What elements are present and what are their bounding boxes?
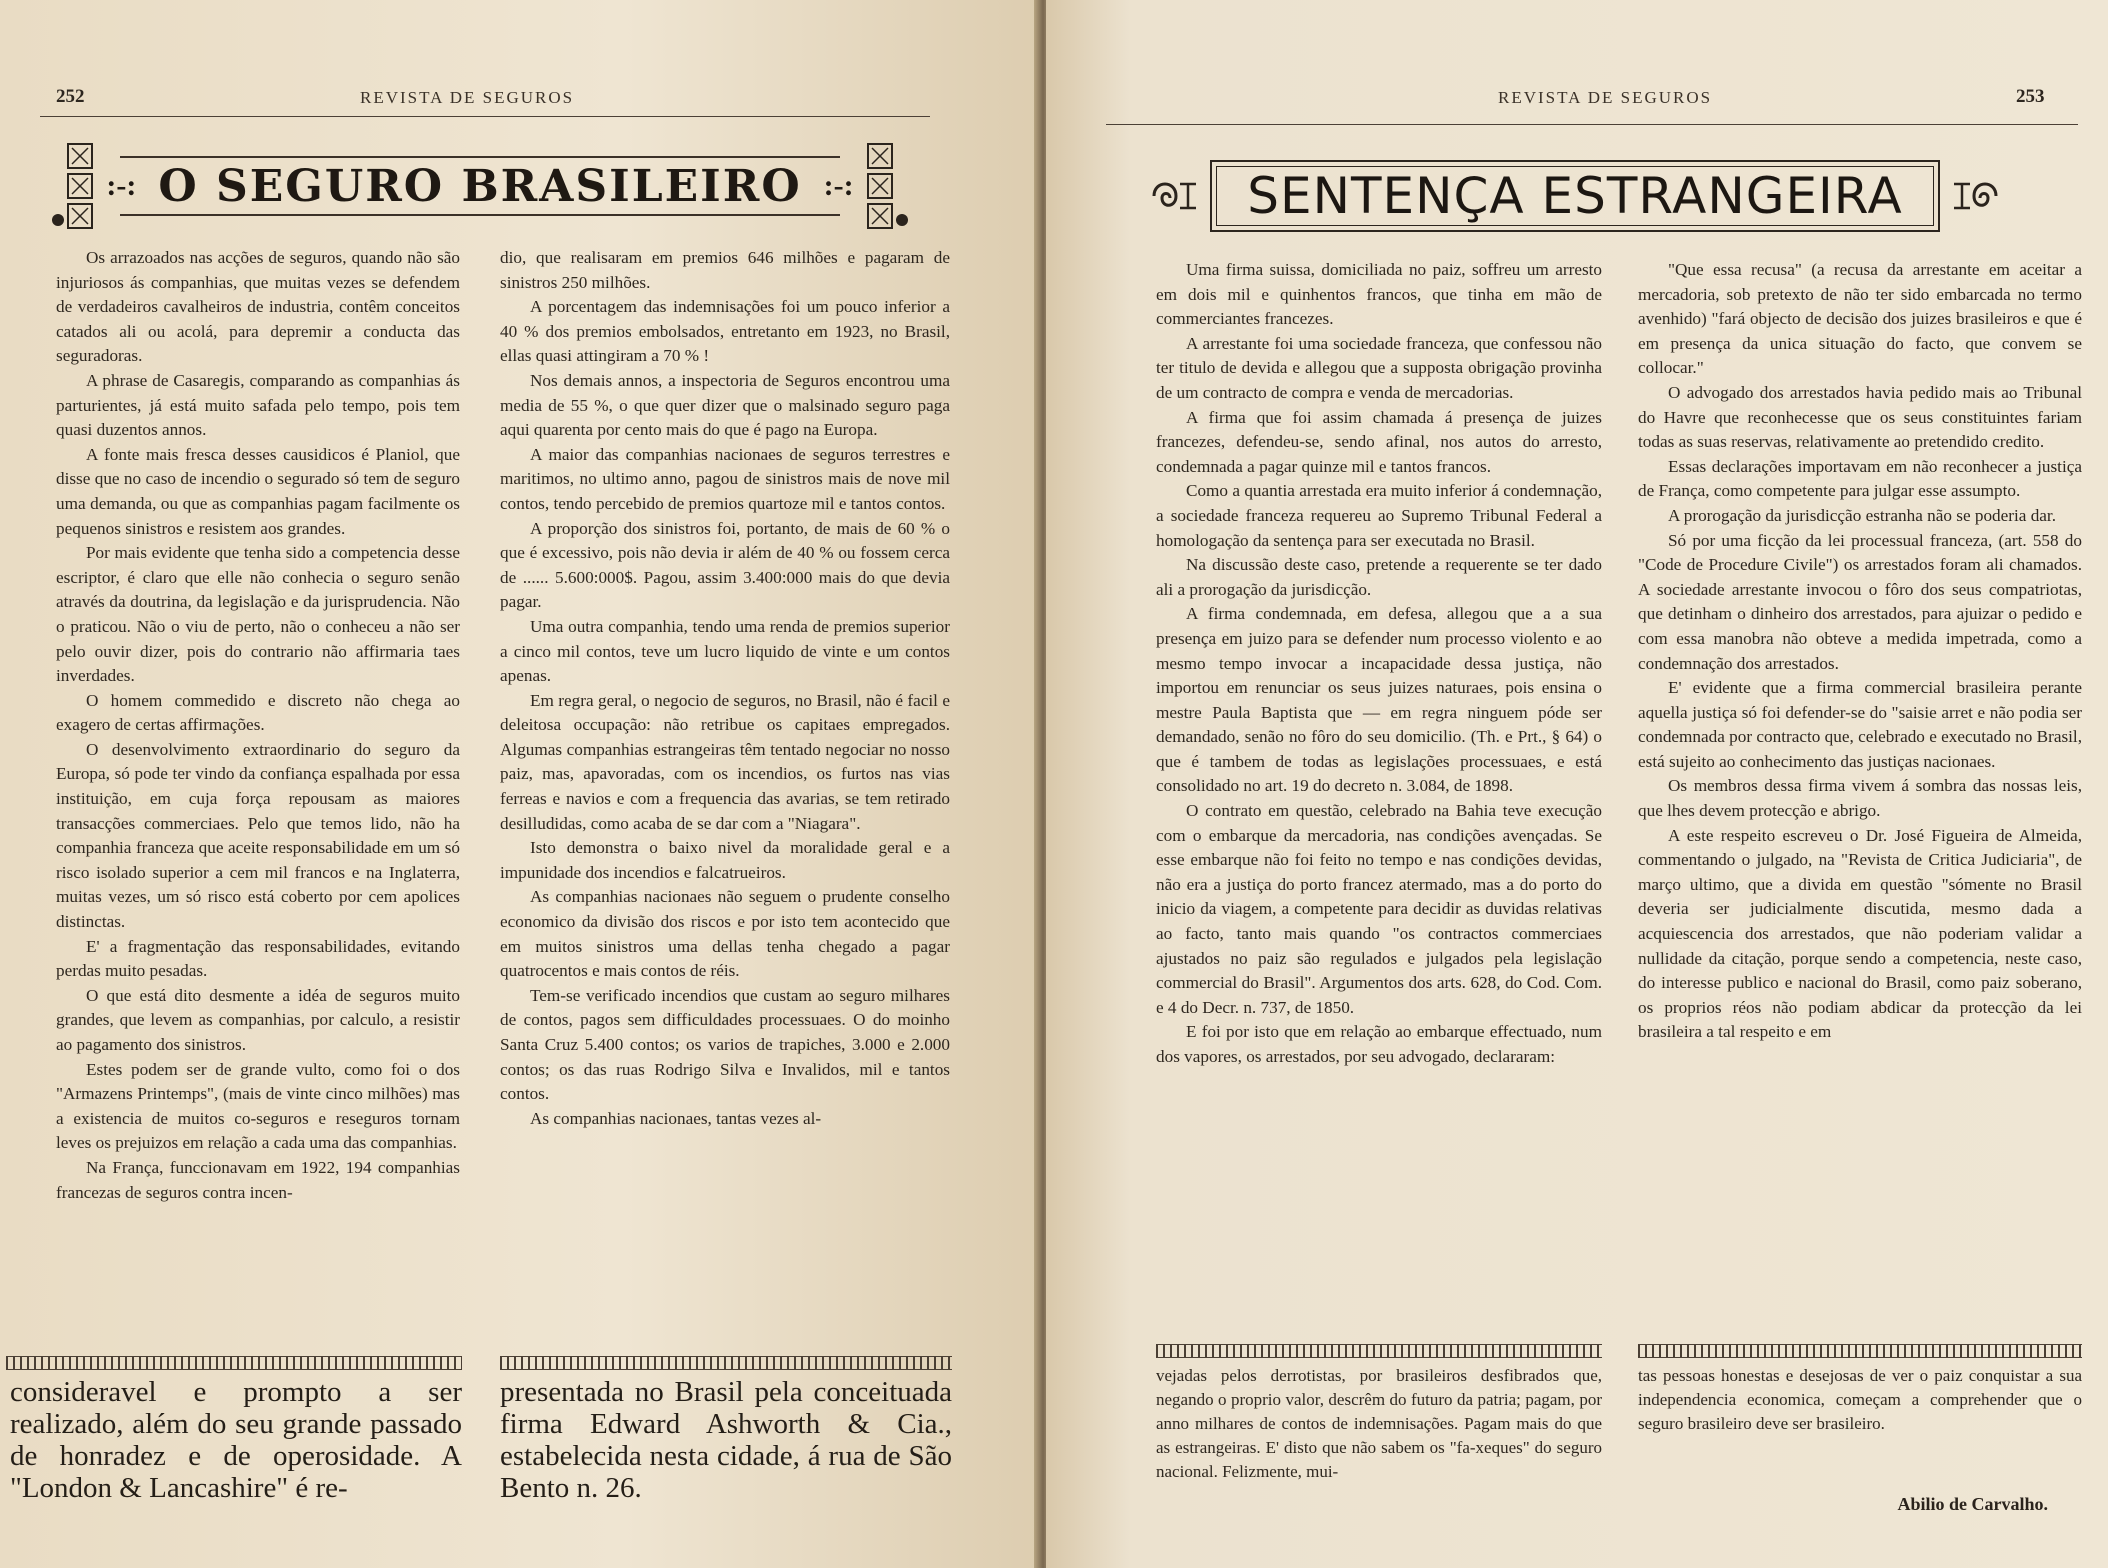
paragraph: A arrestante foi uma sociedade franceza, que confessou não ter titulo de devida e allegou que a supposta obrigação provinha de um contracto de compra e venda de mercadorias.	[1156, 333, 1602, 402]
quotation: "Que essa recusa" (a recusa da arrestante em aceitar a mercadoria, sob pretexto de não ter sido embarcada no termo avenhido) "fará objecto de decisão dos juizes brasileiros e que é em presença da unica situação do facto, que convem se collocar."	[1638, 260, 2082, 378]
paragraph: Na França, funccionavam em 1922, 194 companhias francezas de seguros contra incen-	[56, 1157, 460, 1202]
paragraph: O que está dito desmente a idéa de seguros muito grandes, que levem as companhias, por calculo, a resistir ao pagamento dos sinistros.	[56, 985, 460, 1054]
title-mark: :-:	[823, 169, 854, 202]
paragraph: E' a fragmentação das responsabilidades, evitando perdas muito pesadas.	[56, 936, 460, 981]
header-rule	[40, 116, 930, 117]
paragraph: dio, que realisaram em premios 646 milhões e pagaram de sinistros 250 milhões.	[500, 248, 950, 292]
paragraph: Estes podem ser de grande vulto, como foi o dos "Armazens Printemps", (mais de vinte cinco milhões) mas a existencia de muitos co-seguros e reseguros tornam leves os prejuizos em relação a cada uma das companhias.	[56, 1059, 460, 1153]
article-column-1	[56, 246, 460, 1205]
paragraph: A prorogação da jurisdicção estranha não se poderia dar.	[1668, 505, 2056, 525]
advertisement-column-2	[500, 1376, 952, 1504]
paragraph: Na discussão deste caso, pretende a requerente se ter dado ali a prorogação da jurisdicção.	[1156, 555, 1602, 599]
article-title: O SEGURO BRASILEIRO	[158, 160, 802, 212]
paragraph: O homem commedido e discreto não chega ao exagero de certas affirmações.	[56, 690, 460, 735]
paragraph: Uma firma suissa, domiciliada no paiz, soffreu um arresto em dois mil e quinhentos francos, que tinha em mão de commerciantes francezes.	[1156, 260, 1602, 329]
article-title: SENTENÇA ESTRANGEIRA	[1247, 167, 1903, 225]
scroll-ornament-icon	[1150, 170, 1200, 222]
paragraph: As companhias nacionaes não seguem o prudente conselho economico da divisão dos riscos e por isto tem acontecido que em muitos sinistros uma dellas tenha chegado a pagar quatrocentos e mais contos de réis.	[500, 887, 950, 981]
header-rule	[1106, 124, 2078, 125]
article-title-banner	[1150, 156, 2000, 236]
paragraph: O advogado dos arrestados havia pedido mais ao Tribunal do Havre que reconhecesse que os seus constituintes fariam todas as suas reservas, relativamente ao pretendido credito.	[1638, 382, 2082, 452]
article-column-2	[1638, 258, 2082, 1045]
ornament-icon	[50, 140, 110, 232]
article-title-banner	[40, 140, 920, 232]
title-mark: :-:	[106, 169, 137, 202]
paragraph: A maior das companhias nacionaes de seguros terrestres e maritimos, no ultimo anno, pagou de sinistros mais de nove mil contos, tendo percebido de premios quartoze mil e tantos contos.	[500, 444, 950, 513]
running-head: REVISTA DE SEGUROS	[1498, 88, 1713, 107]
paragraph: A firma condemnada, em defesa, allegou que a a sua presença em juizo para se defender num processo violento e ao mesmo tempo invocar a incapacidade dessa justiça, não importou em renunciar os seus juizes naturaes, pois ensina o mestre Paula Baptista que — em regra ninguem póde ser demandado, senão no fôro do seu domicilio. (Th. e Prt., § 64) o que é tambem de todas as legislações processuaes, e está consolidado no art. 19 do decreto n. 3.084, de 1898.	[1156, 604, 1602, 796]
right-page	[1046, 0, 2108, 1568]
paragraph: A firma que foi assim chamada á presença de juizes francezes, defendeu-se, sendo afinal, nos autos do arresto, condemnada a pagar quinze mil e tantos francos.	[1156, 407, 1602, 476]
page-number: 252	[56, 86, 85, 107]
divider-rule	[6, 1356, 462, 1370]
paragraph: A fonte mais fresca desses causidicos é Planiol, que disse que no caso de incendio o segurado só tem de seguro uma demanda, ou que as companhias pagam facilmente os pequenos sinistros e resistem aos grandes.	[56, 444, 460, 538]
paragraph: A este respeito escreveu o Dr. José Figueira de Almeida, commentando o julgado, na "Revista de Critica Judiciaria", de março ultimo, que a divida em questão "sómente no Brasil deveria ser judicialmente discutida, mesmo dada a acquiescencia dos arrestados, que não poderiam validar a nullidade da citação, porque sendo a competencia, neste caso, do interesse publico e nacional do Brasil, como paiz soberano, os proprios réos não podiam abdicar da protecção da lei brasileira a tal respeito e em	[1638, 825, 2082, 1042]
paragraph: A phrase de Casaregis, comparando as companhias ás parturientes, já está muito safada pelo tempo, pois tem quasi duzentos annos.	[56, 370, 460, 440]
paragraph: A proporção dos sinistros foi, portanto, de mais de 60 % o que é excessivo, pois não devia ir além de 40 % ou fossem cerca de ...... 5.600:000$. Pagou, assim 3.400:000 mais do que devia pagar.	[500, 518, 950, 612]
paragraph: Os arrazoados nas acções de seguros, quando não são injuriosos ás companhias, que muitas vezes se defendem de verdadeiros cavalheiros de industria, contêm conceitos catados ali ou acolá, para depremir a conducta das seguradoras.	[56, 248, 460, 366]
paragraph: Essas declarações importavam em não reconhecer a justiça de França, como competente para julgar esse assumpto.	[1638, 456, 2082, 501]
divider-rule	[1638, 1344, 2082, 1358]
left-page	[0, 0, 1040, 1568]
paragraph: Em regra geral, o negocio de seguros, no Brasil, não é facil e deleitosa occupação: não retribue os capitaes empregados. Algumas companhias estrangeiras têm tentado negociar no nosso paiz, mas, apavoradas, com os incendios, os furtos nas vias ferreas e navios e com a frequencia das avarias, se tem retirado desilludidas, como acaba de se dar com a "Niagara".	[500, 690, 950, 833]
title-rule	[120, 214, 840, 216]
footer-column-2	[1638, 1364, 2082, 1436]
paragraph: O desenvolvimento extraordinario do seguro da Europa, só pode ter vindo da confiança espalhada por essa instituição, em cuja força repousam as maiores transacções commerciaes. Pelo que temos lido, não ha companhia franceza que aceite responsabilidade em um só risco isolado superior a cem mil francos e na Inglaterra, muitas vezes, um só risco está coberto por cem apolices distinctas.	[56, 739, 460, 932]
paragraph: Como a quantia arrestada era muito inferior á condemnação, a sociedade franceza requereu ao Supremo Tribunal Federal a homologação da sentença para ser executada no Brasil.	[1156, 481, 1602, 550]
paragraph: Uma outra companhia, tendo uma renda de premios superior a cinco mil contos, teve um lucro liquido de vinte e um contos apenas.	[500, 616, 950, 686]
scroll-ornament-icon	[1950, 170, 2000, 222]
advertisement-text: presentada no Brasil pela conceituada firma Edward Ashworth & Cia., estabelecida nesta cidade, á rua de São Bento n. 26.	[500, 1376, 952, 1504]
paragraph: E' evidente que a firma commercial brasileira perante aquella justiça só foi defender-se do "saisie arret e não podia ser condemnada por contracto que, celebrado e executado no Brasil, está sujeito ao conhecimento das justiças nacionaes.	[1638, 678, 2082, 771]
paragraph: O contrato em questão, celebrado na Bahia teve execução com o embarque da mercadoria, nas condições avençadas. Se esse embarque não foi feito no tempo e nas condições devidas, não era a justiça do porto francez atermado, mas a do porto do inicio da viagem, a competente para decidir as duvidas relativas ao facto, tanto mais quando "os contractos commerciaes ajustados no paiz são regulados e julgados pela legislação commercial do Brasil". Argumentos dos arts. 628, do Cod. Com. e 4 do Decr. n. 737, de 1850.	[1156, 801, 1602, 1017]
author-signature: Abilio de Carvalho.	[1897, 1494, 2048, 1514]
paragraph: Os membros dessa firma vivem á sombra das nossas leis, que lhes devem protecção e abrigo.	[1638, 776, 2082, 821]
advertisement-column-1	[10, 1376, 462, 1504]
paragraph: E foi por isto que em relação ao embarque effectuado, num dos vapores, os arrestados, por seu advogado, declararam:	[1156, 1022, 1602, 1066]
paragraph: Por mais evidente que tenha sido a competencia desse escriptor, é claro que elle não conhecia o seguro senão através da doutrina, da legislação e da jurisprudencia. Não o praticou. Não o viu de perto, não o conheceu a não ser pelo ouvir dizer, pois do contrario não affirmaria taes inverdades.	[56, 543, 460, 686]
paragraph: vejadas pelos derrotistas, por brasileiros desfibrados que, negando o proprio valor, descrêm do futuro da patria; pagam, por anno milhares de contos de indemnisações. Pagam mais do que as estrangeiras. E' disto que não sabem os "fa-xeques" do seguro nacional. Felizmente, mui-	[1156, 1366, 1602, 1481]
title-rule	[120, 156, 840, 158]
divider-rule	[1156, 1344, 1602, 1358]
paragraph: Só por uma ficção da lei processual franceza, (art. 558 do "Code de Procedure Civile") os arrestados foram ali chamados. A sociedade arrestante invocou o fôro dos seus compatriotas, que detinham o dinheiro dos arrestados, para ajuizar o pedido e com essa manobra não obteve a medida impetrada, como a condemnação dos arrestados.	[1638, 530, 2082, 673]
paragraph: Nos demais annos, a inspectoria de Seguros encontrou uma media de 55 %, o que quer dizer que o malsinado seguro paga aqui quarenta por cento mais do que é pago na Europa.	[500, 370, 950, 440]
paragraph: tas pessoas honestas e desejosas de ver o paiz conquistar a sua independencia economica, começam a comprehender que o seguro brasileiro deve ser brasileiro.	[1638, 1366, 2082, 1433]
paragraph: A porcentagem das indemnisações foi um pouco inferior a 40 % dos premios embolsados, entretanto em 1923, no Brasil, ellas quasi attingiram a 70 % !	[500, 297, 950, 366]
paragraph: Tem-se verificado incendios que custam ao seguro milhares de contos, pagos sem difficuldades processuaes. O do moinho Santa Cruz 5.400 contos; os varios de trapiches, 3.000 e 2.000 contos; os das ruas Rodrigo Silva e Invalidos, mil e tantos contos.	[500, 985, 950, 1104]
running-head: REVISTA DE SEGUROS	[360, 88, 575, 107]
footer-column-1	[1156, 1364, 1602, 1484]
divider-rule	[500, 1356, 952, 1370]
article-column-2	[500, 246, 950, 1131]
paragraph: Isto demonstra o baixo nivel da moralidade geral e a impunidade dos incendios e falcatrueiros.	[500, 838, 950, 882]
advertisement-text: consideravel e prompto a ser realizado, além do seu grande passado de honradez e de operosidade. A "London & Lancashire" é re-	[10, 1376, 462, 1504]
ornament-icon	[850, 140, 910, 232]
page-number: 253	[2016, 86, 2045, 107]
article-column-1	[1156, 258, 1602, 1070]
paragraph: As companhias nacionaes, tantas vezes al-	[530, 1108, 822, 1128]
